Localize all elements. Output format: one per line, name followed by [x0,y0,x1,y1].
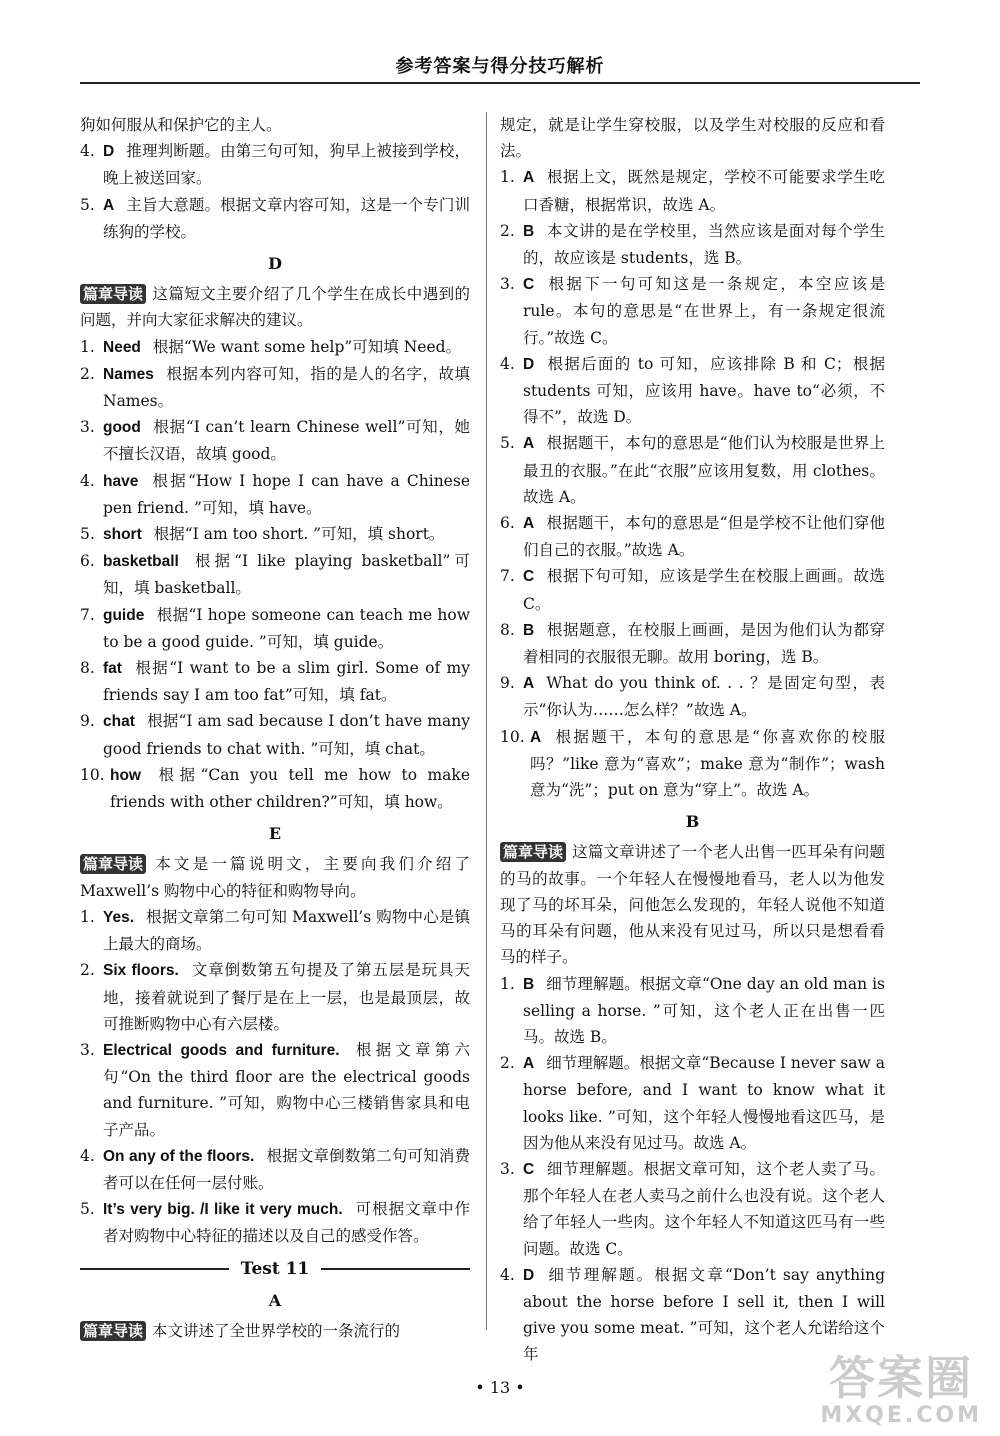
answer-key: Need [103,338,141,356]
answer-item [80,468,470,521]
explanation-text: 根据题干，本句的意思是“他们认为校服是世界上最丑的衣服。”在此“衣服”应该用复数，用 clothes。故选 A。 [523,434,885,506]
answer-item [500,617,885,670]
item-body [523,617,885,670]
answer-key: C [523,568,535,586]
test-11-a-guide-cont: 规定，就是让学生穿校服，以及学生对校服的反应和看法。 [500,116,885,161]
explanation-text: 根据下句可知，应该是学生在校服上画画。故选 C。 [523,567,885,613]
item-body [103,468,470,521]
answer-item [500,724,885,804]
item-body [103,361,470,414]
section-d-heading: D [268,254,282,274]
answer-key: A [523,515,535,533]
answer-item [80,1037,470,1143]
item-number: 5. [80,525,95,544]
item-body [103,1037,470,1143]
answer-key: D [523,355,535,373]
header-rule [80,82,920,84]
explanation-text: 根据后面的 to 可知，应该排除 B 和 C；根据 students 可知，应该用 have。have to“必须，不得不”，故选 D。 [523,354,885,427]
watermark-logo-text: 答案圈 [829,1351,974,1405]
explanation-text: 根据题干，本句的意思是“你喜欢你的校服吗？”like 意为“喜欢”；make 意为“制作”；wash 意为“洗”；put on 意为“穿上”。故选 A。 [530,727,885,800]
item-number: 9. [500,674,515,693]
item-body [523,218,885,271]
item-body [103,708,470,761]
item-body [103,138,470,191]
right-column [500,112,885,1368]
explanation-text: 根据文章第六句“On the third floor are the electrical goods and furniture. ”可知，购物中心三楼销售家具和电子产品。 [103,1040,470,1139]
explanation-text: 推理判断题。由第三句可知，狗早上被接到学校，晚上被送回家。 [103,142,470,188]
answer-item [80,904,470,957]
page-header: 参考答案与得分技巧解析 [395,56,605,77]
answer-item [80,192,470,245]
item-number: 4. [500,1265,515,1284]
test-11-a-guide [80,1318,470,1344]
item-number: 3. [500,1159,515,1178]
guide-badge: 篇章导读 [500,842,566,862]
explanation-text: 根据“Can you tell me how to make friends with other children?”可知，填 how。 [110,765,470,812]
section-b-guide [500,839,885,970]
item-number: 2. [500,221,515,240]
answer-item [80,602,470,655]
answer-key: On any of the floors. [103,1147,255,1165]
explanation-text: 根据“I hope someone can teach me how to be a good guide. ”可知，填 guide。 [103,605,470,651]
explanation-text: 细节理解题。根据文章“Because I never saw a horse before, and I want to know what it looks like. ”可知，这个年轻人慢慢地看这匹马，是因为他从来没有见过马。故选 A。 [523,1054,885,1152]
watermark-url: MXQE.COM [820,1403,982,1428]
section-b-heading: B [685,812,700,832]
item-number: 4. [80,142,95,161]
test-11-heading [80,1256,470,1282]
item-number: 7. [80,605,95,624]
guide-badge: 篇章导读 [80,284,146,304]
answer-key: fat [103,660,122,678]
continued-text: 狗如何服从和保护它的主人。 [80,116,282,134]
answer-key: Yes. [103,908,135,926]
answer-key: B [523,222,535,240]
answer-item [500,218,885,271]
left-column [80,112,470,1344]
section-d-answers [80,334,470,816]
answer-item [500,164,885,217]
column-divider [486,112,487,1330]
item-body [523,351,885,431]
answer-item [80,708,470,761]
answer-key: It’s very big. /I like it very much. [103,1201,343,1219]
answer-item [500,670,885,723]
section-d-guide [80,281,470,333]
item-body [523,563,885,616]
answer-item [500,563,885,616]
item-body [523,510,885,563]
item-body [103,957,470,1037]
item-number: 1. [500,168,515,187]
explanation-text: 根据上文，既然是规定，学校不可能要求学生吃口香糖，根据常识，故选 A。 [523,168,885,214]
answer-key: short [103,526,142,544]
explanation-text: 根据“How I hope I can have a Chinese pen friend. ”可知，填 have。 [103,471,470,517]
item-body [103,904,470,957]
answer-item [80,521,470,548]
section-b-answers [500,971,885,1368]
item-number: 5. [80,1200,95,1219]
answer-key: C [523,276,535,294]
explanation-text: 根据“We want some help”可知填 Need。 [152,337,462,356]
item-body [103,1143,470,1196]
item-number: 4. [500,354,515,373]
test-11-a-answers [500,164,885,803]
item-number: 1. [80,907,95,926]
item-number: 2. [80,961,95,980]
watermark-logo [820,1353,982,1428]
item-body [523,670,885,723]
answer-item [80,361,470,414]
item-number: 4. [80,1146,95,1165]
item-number: 9. [80,712,95,731]
guide-text: 这篇短文主要介绍了几个学生在成长中遇到的问题，并向大家征求解决的建议。 [80,285,470,330]
item-number: 3. [500,275,515,294]
answer-key: B [523,975,535,993]
section-e-guide [80,851,470,903]
explanation-text: 细节理解题。根据文章“One day an old man is selling a horse. ”可知，这个老人正在出售一匹马。故选 B。 [523,974,885,1046]
page-number: • 13 • [475,1378,525,1397]
answer-key: D [523,1266,535,1284]
item-number: 2. [80,364,95,383]
explanation-text: 根据“I want to be a slim girl. Some of my friends say I am too fat”可知，填 fat。 [103,659,470,705]
item-number: 3. [80,1040,95,1059]
item-body [523,271,885,351]
explanation-text: 根据“I am too short. ”可知，填 short。 [153,525,445,544]
answer-item [80,138,470,191]
answer-key: A [103,196,115,214]
answer-key: chat [103,713,135,731]
item-body [103,192,470,245]
answer-item [500,271,885,351]
item-number: 3. [80,418,95,437]
explanation-text: 根据“I am sad because I don’t have many good friends to chat with. ”可知，填 chat。 [103,712,470,758]
guide-text: 本文是一篇说明文，主要向我们介绍了 Maxwell’s 购物中心的特征和购物导向。 [80,855,470,900]
item-body [523,430,885,510]
answer-item [80,334,470,361]
answer-item [500,971,885,1051]
item-body [103,414,470,467]
answer-item [500,1156,885,1262]
item-body [103,655,470,708]
section-c-tail [80,112,470,245]
explanation-text: 细节理解题。根据文章可知，这个老人卖了马。那个年轻人在老人卖马之前什么也没有说。这个老人给了年轻人一些肉。这个年轻人不知道这匹马有一些问题。故选 C。 [523,1159,885,1258]
answer-item [500,351,885,431]
item-body [103,521,470,548]
item-body [110,762,470,815]
item-number: 10. [80,765,105,784]
answer-item [80,548,470,601]
item-number: 10. [500,727,525,746]
item-body [103,602,470,655]
heading-rule-right [321,1268,470,1270]
answer-key: A [523,169,535,187]
answer-key: Electrical goods and furniture. [103,1041,340,1059]
explanation-text: 根据“I can’t learn Chinese well”可知，她不擅长汉语，故填 good。 [103,418,470,464]
answer-item [500,1050,885,1156]
item-number: 1. [80,337,95,356]
answer-item [80,762,470,815]
item-body [523,164,885,217]
item-body [103,334,470,361]
item-body [523,1050,885,1156]
answer-item [80,957,470,1037]
item-body [523,1156,885,1262]
explanation-text: 文章倒数第五句提及了第五层是玩具天地，接着就说到了餐厅是在上一层，也是最顶层，故可推断购物中心有六层楼。 [103,961,470,1033]
answer-key: guide [103,606,145,624]
guide-text: 这篇文章讲述了一个老人出售一匹耳朵有问题的马的故事。一个年轻人在慢慢地看马，老人以为他发现了马的坏耳朵，问他怎么发现的，年轻人说他不知道马的耳朵有问题，他从来没有见过马，所以只是想看看马的样子。 [500,843,885,967]
item-body [103,1196,470,1249]
explanation-text: 本文讲的是在学校里，当然应该是面对每个学生的，故应该是 students，选 B。 [523,221,885,268]
answer-key: A [523,435,535,453]
answer-key: Names [103,365,154,383]
item-body [530,724,885,804]
explanation-text: 可根据文章中作者对购物中心特征的描述以及自己的感受作答。 [103,1200,470,1246]
answer-key: A [523,675,535,693]
guide-badge: 篇章导读 [80,1321,146,1341]
explanation-text: 根据下一句可知这是一条规定，本空应该是 rule。本句的意思是“在世界上，有一条规定很流行。”故选 C。 [523,275,885,347]
heading-rule-left [80,1268,229,1270]
explanation-text: What do you think of. . . ？是固定句型，表示“你认为……怎么样？”故选 A。 [523,674,885,720]
item-number: 5. [500,434,515,453]
answer-item [80,655,470,708]
item-number: 6. [500,514,515,533]
guide-badge: 篇章导读 [80,854,146,874]
answer-item [80,1143,470,1196]
answer-key: good [103,419,141,437]
explanation-text: 根据“I like playing basketball”可知，填 basketball。 [103,552,470,598]
test-11-section-a-heading: A [268,1290,282,1310]
test-11-title: Test 11 [240,1258,310,1279]
explanation-text: 细节理解题。根据文章“Don’t say anything about the horse before I sell it, then I will give you some meat. ”可知，这个老人允诺给这个年 [523,1265,885,1364]
item-body [103,548,470,601]
answer-item [80,1196,470,1249]
explanation-text: 根据文章第二句可知 Maxwell’s 购物中心是镇上最大的商场。 [103,907,470,954]
answer-key: how [110,766,141,784]
guide-text: 本文讲述了全世界学校的一条流行的 [152,1321,401,1340]
explanation-text: 主旨大意题。根据文章内容可知，这是一个专门训练狗的学校。 [103,195,470,241]
answer-key: have [103,472,139,490]
explanation-text: 根据题意，在校服上画画，是因为他们认为都穿着相同的衣服很无聊。故用 boring，选 B。 [523,620,885,667]
item-number: 8. [80,659,95,678]
item-number: 4. [80,471,95,490]
answer-item [500,430,885,510]
answer-item [500,510,885,563]
item-number: 1. [500,974,515,993]
answer-item [80,414,470,467]
answer-item [500,1262,885,1368]
item-number: 2. [500,1054,515,1073]
section-e-heading: E [268,824,282,844]
answer-key: A [530,728,542,746]
answer-key: A [523,1055,535,1073]
item-number: 5. [80,195,95,214]
answer-key: B [523,621,535,639]
answer-key: Six floors. [103,962,179,980]
item-number: 7. [500,567,515,586]
item-number: 8. [500,620,515,639]
explanation-text: 根据本列内容可知，指的是人的名字，故填 Names。 [103,364,470,411]
answer-key: C [523,1160,535,1178]
section-e-answers [80,904,470,1250]
item-body [523,971,885,1051]
answer-key: basketball [103,553,179,571]
explanation-text: 根据文章倒数第二句可知消费者可以在任何一层付账。 [103,1146,470,1192]
explanation-text: 根据题干，本句的意思是“但是学校不让他们穿他们自己的衣服。”故选 A。 [523,514,885,560]
answer-key: D [103,143,115,161]
item-number: 6. [80,552,95,571]
